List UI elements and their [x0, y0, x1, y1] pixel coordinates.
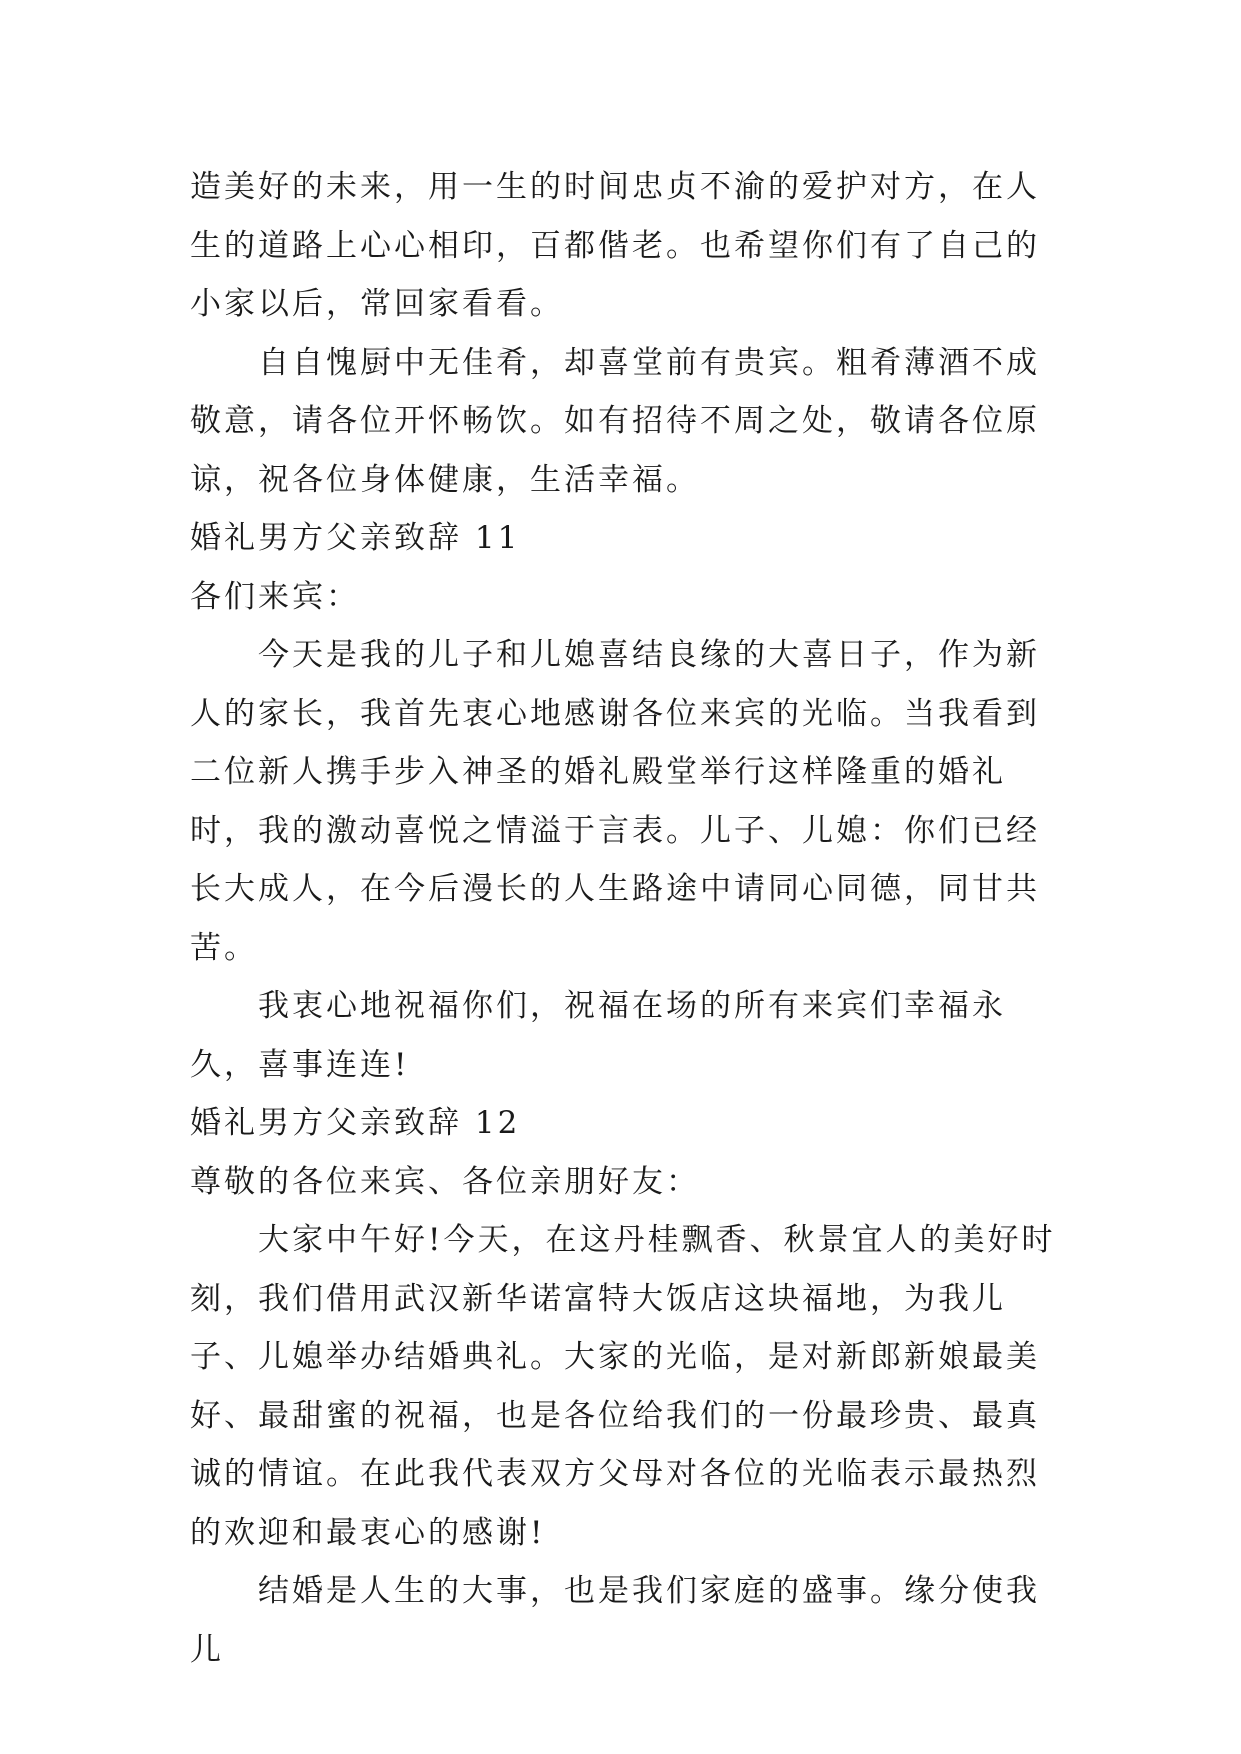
section-heading-12: 婚礼男方父亲致辞 12	[190, 1105, 521, 1141]
paragraph-continuation: 造美好的未来，用一生的时间忠贞不渝的爱护对方，在人生的道路上心心相印，百都偕老。也希望你们有了自己的小家以后，常回家看看。	[190, 169, 1040, 322]
paragraph-toast-closing: 自自愧厨中无佳肴，却喜堂前有贵宾。粗肴薄酒不成敬意，请各位开怀畅饮。如有招待不周之处，敬请各位原谅，祝各位身体健康，生活幸福。	[190, 344, 1040, 498]
paragraph-12-body: 大家中午好!今天，在这丹桂飘香、秋景宜人的美好时刻，我们借用武汉新华诺富特大饭店这块福地，为我儿子、儿媳举办结婚典礼。大家的光临，是对新郎新娘最美好、最甜蜜的祝福，也是各位给我们的一份最珍贵、最真诚的情谊。在此我代表双方父母对各位的光临表示最热烈的欢迎和最衷心的感谢!	[190, 1222, 1056, 1551]
paragraph-11-body: 今天是我的儿子和儿媳喜结良缘的大喜日子，作为新人的家长，我首先衷心地感谢各位来宾的光临。当我看到二位新人携手步入神圣的婚礼殿堂举行这样隆重的婚礼时，我的激动喜悦之情溢于言表。儿子、儿媳：你们已经长大成人，在今后漫长的人生路途中请同心同德，同甘共苦。	[190, 637, 1040, 966]
salutation-12: 尊敬的各位来宾、各位亲朋好友：	[190, 1163, 700, 1200]
section-heading-11: 婚礼男方父亲致辞 11	[190, 520, 521, 556]
paragraph-12-continued: 结婚是人生的大事，也是我们家庭的盛事。缘分使我儿	[190, 1573, 1040, 1668]
salutation-11: 各们来宾：	[190, 578, 360, 615]
paragraph-11-blessing: 我衷心地祝福你们，祝福在场的所有来宾们幸福永久，喜事连连!	[190, 988, 1006, 1083]
document-body	[190, 158, 1060, 1679]
